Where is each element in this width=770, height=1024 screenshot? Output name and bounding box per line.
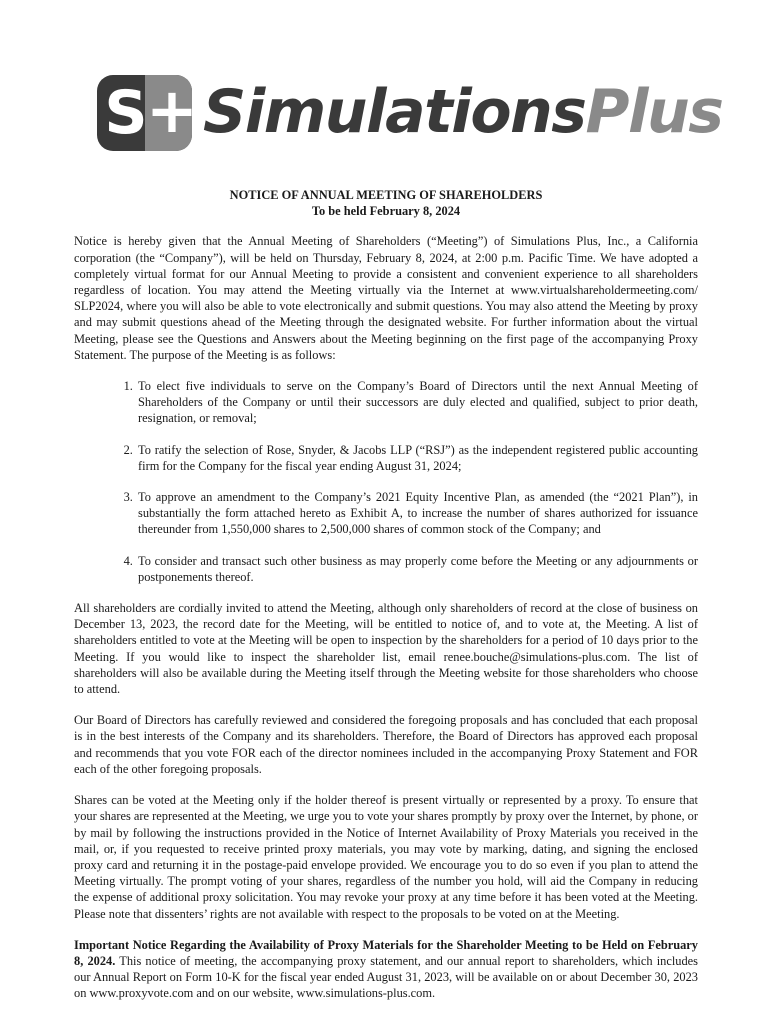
purpose-item: 4. To consider and transact such other business as may properly come before the Meeting or any adjournments or postponements thereof. — [136, 553, 698, 585]
important-notice-paragraph — [74, 937, 698, 1002]
purpose-item: 3. To approve an amendment to the Company’s 2021 Equity Incentive Plan, as amended (the “2021 Plan”), in substantially the form attached hereto as Exhibit A, to increase the number of shares authorized for issuance thereunder from 1,550,000 shares to 2,500,000 shares of common stock of the Company; and — [136, 489, 698, 538]
important-notice-text: This notice of meeting, the accompanying proxy statement, and our annual report to shareholders, which includes our Annual Report on Form 10-K for the fiscal year ended August 31, 2023, will be available on or about December 30, 2023 on www.proxyvote.com and on our website, www.simulations-plus.com. — [74, 953, 698, 1001]
logo-word-primary: Simulations — [203, 77, 586, 147]
invitation-paragraph: All shareholders are cordially invited to attend the Meeting, although only shareholders of record at the close of business on December 13, 2023, the record date for the Meeting, will be entitled to notice of, and to vote at, the Meeting. A list of shareholders entitled to vote at the Meeting will be open to inspection by the shareholders for a period of 10 days prior to the Meeting. If you would like to inspect the shareholder list, email renee.bouche@simulations-plus.com. The list of shareholders will also be available during the Meeting itself through the Meeting website for those shareholders who choose to attend. — [74, 601, 698, 697]
logo-word-secondary: Plus — [585, 77, 723, 147]
logo-badge — [97, 74, 198, 151]
simulations-plus-logo — [97, 74, 723, 151]
important-notice-heading: Important Notice Regarding the Availability of Proxy Materials for the Shareholder Meeting to be Held on February 8, 2024. — [74, 937, 698, 968]
meeting-purpose-list — [74, 378, 698, 585]
notice-title: NOTICE OF ANNUAL MEETING OF SHAREHOLDERS — [229, 188, 543, 202]
intro-paragraph: Notice is hereby given that the Annual Meeting of Shareholders (“Meeting”) of Simulations Plus, Inc., a California corporation (the “Company”), will be held on Thursday, February 8, 2024, at 2:00 p.m. Pacific Time. We have adopted a completely virtual format for our Annual Meeting to provide a consistent and convenient experience to all shareholders regardless of location. You may attend the Meeting virtually via the Internet at www.virtualshareholdermeeting.com/ SLP2024, where you will also be able to vote electronically and submit questions. You may also attend the Meeting by proxy and may submit questions ahead of the Meeting through the designated website. For further information about the virtual Meeting, please see the Questions and Answers about the Meeting beginning on the first page of the accompanying Proxy Statement. The purpose of the Meeting is as follows: — [74, 234, 698, 362]
notice-body — [74, 187, 698, 1017]
logo-wordmark — [203, 79, 722, 145]
logo-badge-plus: + — [146, 74, 198, 147]
notice-subtitle: To be held February 8, 2024 — [311, 204, 461, 219]
logo-badge-s: S — [104, 78, 148, 148]
purpose-item: 2. To ratify the selection of Rose, Snyder, & Jacobs LLP (“RSJ”) as the independent registered public accounting firm for the Company for the fiscal year ending August 31, 2024; — [136, 442, 698, 474]
board-recommendation-paragraph: Our Board of Directors has carefully reviewed and considered the foregoing proposals and has concluded that each proposal is in the best interests of the Company and its shareholders. Therefore, the Board of Directors has approved each proposal and recommends that you vote FOR each of the director nominees included in the accompanying Proxy Statement and FOR each of the other foregoing proposals. — [74, 713, 698, 776]
purpose-item: 1. To elect five individuals to serve on the Company’s Board of Directors until the next Annual Meeting of Shareholders of the Company or until their successors are duly elected and qualified, subject to prior death, resignation, or removal; — [136, 378, 698, 427]
voting-instructions-paragraph: Shares can be voted at the Meeting only if the holder thereof is present virtually or represented by a proxy. To ensure that your shares are represented at the Meeting, we urge you to vote your shares promptly by proxy over the Internet, by phone, or by mail by following the instructions provided in the Notice of Internet Availability of Proxy Materials you received in the mail, or, if you requested to receive printed proxy materials, you may vote by marking, dating, and signing the enclosed proxy card and returning it in the postage-paid envelope provided. We encourage you to do so even if you plan to attend the Meeting virtually. The prompt voting of your shares, regardless of the number you hold, will aid the Company in reducing the expense of additional proxy solicitation. You may revoke your proxy at any time before it has been voted at the Meeting. Please note that dissenters’ rights are not available with respect to the proposals to be voted on at the Meeting. — [74, 793, 698, 921]
